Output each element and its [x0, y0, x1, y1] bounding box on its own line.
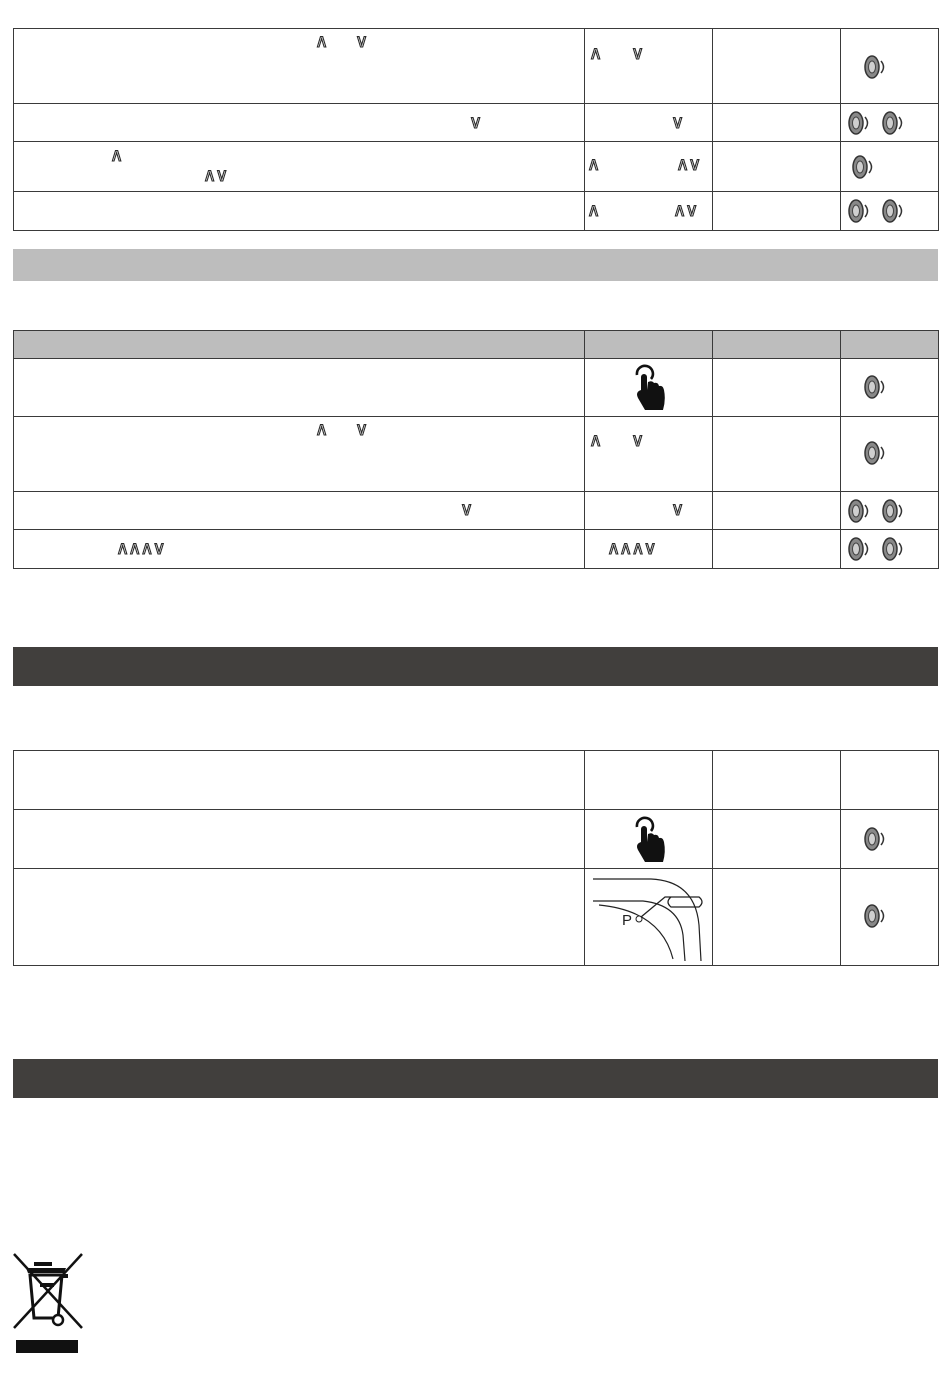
t1r2-signal [841, 104, 939, 142]
t2r4-display [713, 530, 841, 569]
t1r4-display [713, 192, 841, 231]
speaker-beep-icon [863, 825, 887, 853]
t2r4-signal [841, 530, 939, 569]
t3r1-display [713, 751, 841, 810]
reset-pin-diagram [591, 875, 709, 961]
t1r2-description [14, 104, 585, 142]
table-3-row-2 [14, 810, 939, 869]
t1r4-keys [585, 192, 713, 231]
up-glyph: ∧ [315, 419, 328, 440]
table-3-row-1 [14, 751, 939, 810]
table-1 [13, 28, 939, 231]
t2r1-keys [585, 359, 713, 417]
t2-header-signal [841, 331, 939, 359]
t3r1-signal [841, 751, 939, 810]
up-down-glyph: ∧∨ [673, 200, 698, 221]
speaker-beep-icon [847, 497, 871, 525]
table-2-row-4 [14, 530, 939, 569]
t2r2-display [713, 417, 841, 492]
finger-tap-icon [633, 364, 667, 412]
table-2-header-row [14, 331, 939, 359]
table-1-row-2 [14, 104, 939, 142]
t2r2-signal [841, 417, 939, 492]
speaker-beep-icon [847, 535, 871, 563]
t1r3-signal [841, 142, 939, 192]
up-glyph: ∧ [315, 31, 328, 52]
table-3-row-3 [14, 869, 939, 966]
t3r1-description [14, 751, 585, 810]
up-glyph: ∧ [589, 430, 602, 451]
speaker-beep-icon [851, 153, 875, 181]
t2r4-keys [585, 530, 713, 569]
t1r3-display [713, 142, 841, 192]
speaker-beep-icon [847, 197, 871, 225]
table-2-row-1 [14, 359, 939, 417]
t2r4-description [14, 530, 585, 569]
t3r2-display [713, 810, 841, 869]
t3r1-keys [585, 751, 713, 810]
table-2-row-2 [14, 417, 939, 492]
up-glyph: ∧ [587, 200, 600, 221]
t1r2-keys [585, 104, 713, 142]
speaker-beep-icon [847, 109, 871, 137]
t2r1-signal [841, 359, 939, 417]
down-glyph: ∨ [671, 499, 684, 520]
down-glyph: ∨ [355, 31, 368, 52]
down-glyph: ∨ [631, 43, 644, 64]
t1r3-keys [585, 142, 713, 192]
t3r2-signal [841, 810, 939, 869]
down-glyph: ∨ [631, 430, 644, 451]
t2r3-keys [585, 492, 713, 530]
t2-header-display [713, 331, 841, 359]
t3r2-keys [585, 810, 713, 869]
speaker-beep-icon [881, 497, 905, 525]
t2r2-keys [585, 417, 713, 492]
speaker-beep-icon [863, 439, 887, 467]
t1r4-signal [841, 192, 939, 231]
t1r1-description [14, 29, 585, 104]
up-glyph: ∧ [587, 154, 600, 175]
speaker-beep-icon [863, 902, 887, 930]
pin-label: P [622, 912, 633, 929]
down-glyph: ∨ [469, 112, 482, 133]
t2r3-description [14, 492, 585, 530]
t3r3-description [14, 869, 585, 966]
t2r1-description [14, 359, 585, 417]
t2r1-display [713, 359, 841, 417]
table-1-row-1 [14, 29, 939, 104]
table-3 [13, 750, 939, 966]
t3r3-signal [841, 869, 939, 966]
up-down-glyph: ∧∨ [676, 154, 701, 175]
section-band-dark-1 [13, 647, 938, 686]
t3r3-display [713, 869, 841, 966]
up-up-up-down-glyph: ∧∧∧∨ [607, 538, 656, 559]
speaker-beep-icon [863, 373, 887, 401]
t1r2-display [713, 104, 841, 142]
down-glyph: ∨ [671, 112, 684, 133]
down-glyph: ∨ [460, 499, 473, 520]
speaker-beep-icon [881, 535, 905, 563]
t2r3-display [713, 492, 841, 530]
t1r3-description [14, 142, 585, 192]
up-glyph: ∧ [110, 145, 123, 166]
t2-header-keys [585, 331, 713, 359]
t2-header-description [14, 331, 585, 359]
table-1-row-3 [14, 142, 939, 192]
section-band-dark-2 [13, 1059, 938, 1098]
table-2-row-3 [14, 492, 939, 530]
t1r1-display [713, 29, 841, 104]
table-2 [13, 330, 939, 569]
speaker-beep-icon [881, 197, 905, 225]
finger-tap-icon [633, 816, 667, 864]
t3r3-keys [585, 869, 713, 966]
down-glyph: ∨ [355, 419, 368, 440]
crossed-out-bin-icon [12, 1252, 84, 1356]
up-down-glyph: ∧∨ [203, 165, 228, 186]
table-1-row-4 [14, 192, 939, 231]
speaker-beep-icon [881, 109, 905, 137]
t1r4-description [14, 192, 585, 231]
t1r1-signal [841, 29, 939, 104]
up-up-up-down-glyph: ∧∧∧∨ [116, 538, 165, 559]
speaker-beep-icon [863, 53, 887, 81]
section-band-light [13, 249, 938, 281]
t3r2-description [14, 810, 585, 869]
up-glyph: ∧ [589, 43, 602, 64]
t2r3-signal [841, 492, 939, 530]
t1r1-keys [585, 29, 713, 104]
t2r2-description [14, 417, 585, 492]
